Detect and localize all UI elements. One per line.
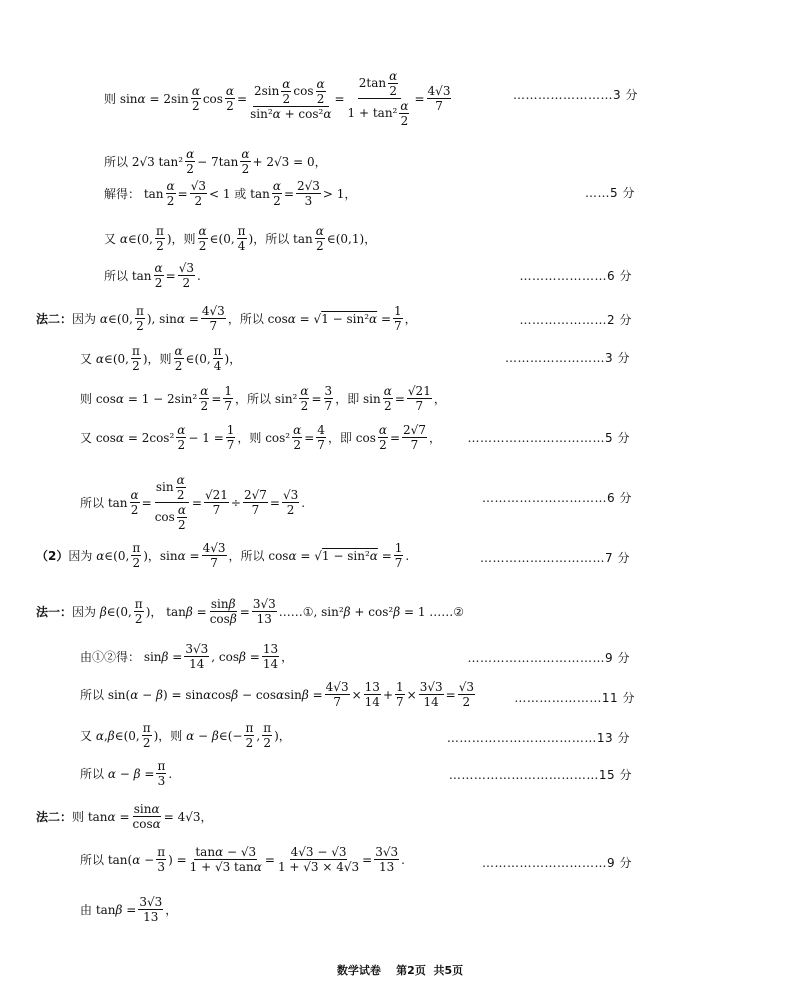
solution-line-15: 又 α,β∈(0, $\frac{\pi}{2}$ )，则 α − β∈(− $\frac{\pi}{2}$ , $\frac{\pi}{2}$ )， — [80, 721, 291, 750]
page-footer — [0, 962, 800, 978]
part-label: （2） — [36, 548, 69, 563]
solution-line-11: （2） 因为 α∈(0, $\frac{\pi}{2}$ )，sinα = $\frac{4√3}{7}$ ，所以 cosα = √1 − sin²α = $\frac{1}{7}$ . — [36, 541, 410, 570]
score-mark: ……5 分 — [585, 186, 635, 200]
solution-line-2: 所以 2√3 tan² $\frac{\alpha}{2}$ − 7tan $\frac{\alpha}{2}$ + 2√3 = 0， — [104, 147, 327, 176]
method-label: 法二： — [36, 809, 73, 824]
score-mark: ………………………………15 分 — [448, 768, 632, 782]
solution-line-19: 由 tanβ = $\frac{3√3}{13}$ ， — [80, 895, 178, 924]
solution-line-6: 法二： 因为 α∈(0, $\frac{\pi}{2}$ ), sinα = $\frac{4√3}{7}$ ，所以 cosα = √1 − sin²α = $\frac{1}{7}$ ， — [36, 304, 417, 333]
footer-page: 第2页 — [396, 964, 426, 977]
solution-line-7: 又 α∈(0, $\frac{\pi}{2}$ )，则 $\frac{\alpha}{2}$ ∈(0, $\frac{\pi}{4}$ )， — [80, 344, 242, 373]
solution-line-14: 所以 sin(α − β) = sinαcosβ − cosαsinβ = $\frac{4√3}{7}$ × $\frac{13}{14}$ + $\frac{1}{7}$ × $\frac{3√3}{14}$ = $\frac{√3}{2}$ — [80, 680, 474, 709]
score-mark: ………………………………13 分 — [446, 731, 630, 745]
footer-total: 共5页 — [433, 964, 464, 977]
score-mark: …………………11 分 — [514, 691, 635, 705]
score-mark: …………………6 分 — [519, 269, 632, 283]
solution-line-16: 所以 α − β = $\frac{\pi}{3}$ . — [80, 759, 173, 788]
solution-line-3: 解得： tan $\frac{\alpha}{2}$ = $\frac{√3}{2}$ < 1 或 tan $\frac{\alpha}{2}$ = $\frac{2√3}{3}$ > 1， — [104, 179, 357, 208]
score-mark: …………………………6 分 — [482, 491, 632, 505]
score-mark: ……………………3 分 — [505, 351, 630, 365]
solution-line-10: 所以 tan $\frac{\alpha}{2}$ = sin $\frac{\alpha}{2}$ cos $\frac{\alpha}{2}$ = $\frac{√21}{7}$ ÷ $\frac{2√7}{7}$ = $\frac{√3}{2}$ . — [80, 473, 306, 532]
score-mark: …………………2 分 — [519, 313, 632, 327]
score-mark: …………………………7 分 — [480, 551, 630, 565]
score-mark: ……………………………5 分 — [467, 431, 630, 445]
solution-line-18: 所以 tan(α − $\frac{\pi}{3}$ ) = $\frac{\tan\alpha - √3}{1 + √3 \tan\alpha}$ = $\frac{4√3 - √3}{1 + √3 \times 4√3}$ = $\frac{3√3}{13}$ . — [80, 845, 405, 874]
solution-line-1: 则 sinα = 2sin $\frac{\alpha}{2}$ cos $\frac{\alpha}{2}$ = 2sin $\frac{\alpha}{2}$ cos $\frac{\alpha}{2}$ sin²α + cos²α = 2tan $\frac{\alpha}{2}$ 1 + tan² $\frac{\alpha}{2}$ = $\frac{4√3}{7}$ — [104, 69, 451, 128]
footer-subject: 数学试卷 — [336, 964, 381, 977]
solution-line-4: 又 α∈(0, $\frac{\pi}{2}$ )，则 $\frac{\alpha}{2}$ ∈(0, $\frac{\pi}{4}$ )，所以 tan $\frac{\alpha}{2}$ ∈(0,1)， — [104, 224, 377, 253]
method-label: 法二： — [36, 311, 73, 326]
solution-line-12: 法一： 因为 β∈(0, $\frac{\pi}{2}$ )， tanβ = $\frac{\sin\beta}{\cos\beta}$ = $\frac{3√3}{13}$ ……①, sin²β + cos²β = 1 ……② — [36, 597, 465, 626]
solution-line-17: 法二： 则 tanα = $\frac{\sin\alpha}{\cos\alpha}$ = 4√3， — [36, 802, 213, 831]
method-label: 法一： — [36, 604, 73, 619]
score-mark: ……………………………9 分 — [467, 651, 630, 665]
solution-line-9: 又 cosα = 2cos² $\frac{\alpha}{2}$ − 1 = $\frac{1}{7}$ ，则 cos² $\frac{\alpha}{2}$ = $\frac{4}{7}$ ，即 cos $\frac{\alpha}{2}$ = $\frac{2√7}{7}$ ， — [80, 423, 441, 452]
score-mark: …………………………9 分 — [482, 856, 632, 870]
solution-line-13: 由①②得： sinβ = $\frac{3√3}{14}$ , cosβ = $\frac{13}{14}$ ， — [80, 642, 294, 671]
solution-line-5: 所以 tan $\frac{\alpha}{2}$ = $\frac{√3}{2}$ . — [104, 261, 201, 290]
score-mark: ……………………3 分 — [513, 88, 638, 102]
solution-line-8: 则 cosα = 1 − 2sin² $\frac{\alpha}{2}$ = $\frac{1}{7}$ ，所以 sin² $\frac{\alpha}{2}$ = $\frac{3}{7}$ ，即 sin $\frac{\alpha}{2}$ = $\frac{√21}{7}$ ， — [80, 384, 446, 413]
